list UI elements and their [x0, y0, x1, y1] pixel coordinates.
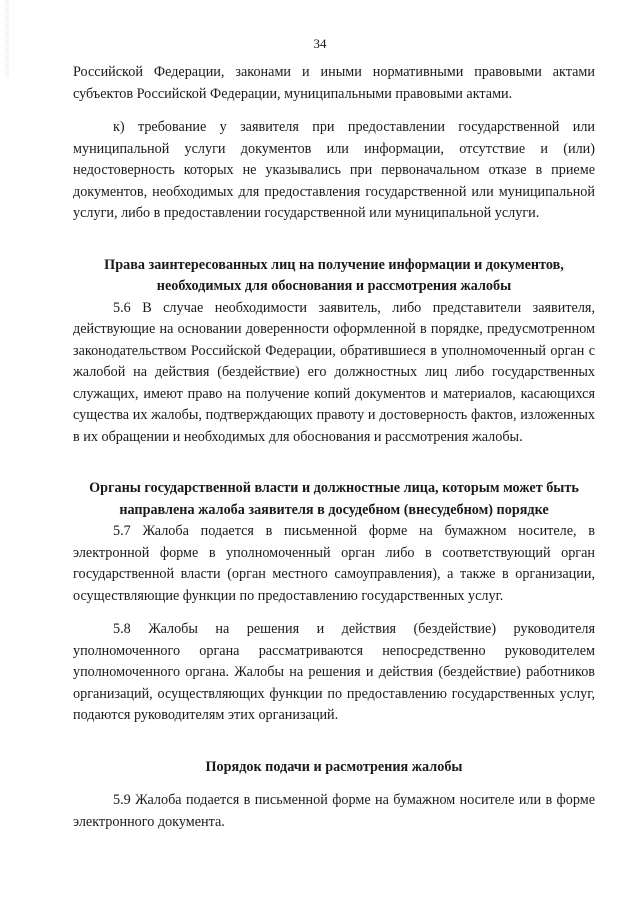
document-body [73, 62, 595, 833]
paragraph-5-6: 5.6 В случае необходимости заявитель, либо представители заявителя, действующие на основании доверенности оформленной в порядке, предусмотренном законодательством Российской Федерации, обратившиеся в уполномоченный орган с жалобой на действия (бездействие) его должностных лиц либо государственных служащих, имеют право на получение копий документов и материалов, касающихся существа их жалобы, подтверждающих правоту и достоверность фактов, изложенных в их обращении и необходимых для обоснования и рассмотрения жалобы. [73, 299, 595, 445]
section-heading-procedure: Порядок подачи и расмотрения жалобы [205, 758, 463, 775]
page-number: 34 [313, 36, 327, 51]
scan-edge-mark: ||||||||||||||||||||||||||||||||||||||| [4, 0, 9, 79]
section-heading-authorities: Органы государственной власти и должностные лица, которым может быть направлена жалоба заявителя в досудебном (внесудебном) порядке [89, 480, 579, 518]
section-heading-rights: Права заинтересованных лиц на получение информации и документов, необходимых для обоснования и рассмотрения жалобы [104, 256, 564, 294]
paragraph-item-k: к) требование у заявителя при предоставлении государственной или муниципальной услуги документов или информации, отсутствие и (или) недостоверность которых не указывались при первоначальном отказе в приеме документов, необходимых для предоставления государственной или муниципальной услуги, либо в предоставлении государственной или муниципальной услуги. [73, 119, 595, 221]
paragraph-continuation: Российской Федерации, законами и иными нормативными правовыми актами субъектов Российской Федерации, муниципальными правовыми актами. [73, 64, 595, 102]
paragraph-5-8: 5.8 Жалобы на решения и действия (бездействие) руководителя уполномоченного органа рассматриваются непосредственно руководителем уполномоченного органа. Жалобы на решения и действия (бездействие) работников организаций, осуществляющих функции по предоставлению государственных услуг, подаются руководителям этих организаций. [73, 621, 595, 723]
paragraph-5-7: 5.7 Жалоба подается в письменной форме на бумажном носителе, в электронной форме в уполномоченный орган либо в соответствующий орган государственной власти (орган местного самоуправления), а также в организации, осуществляющие функции по предоставлению государственных услуг. [73, 523, 595, 604]
paragraph-5-9: 5.9 Жалоба подается в письменной форме на бумажном носителе или в форме электронного документа. [73, 792, 595, 830]
